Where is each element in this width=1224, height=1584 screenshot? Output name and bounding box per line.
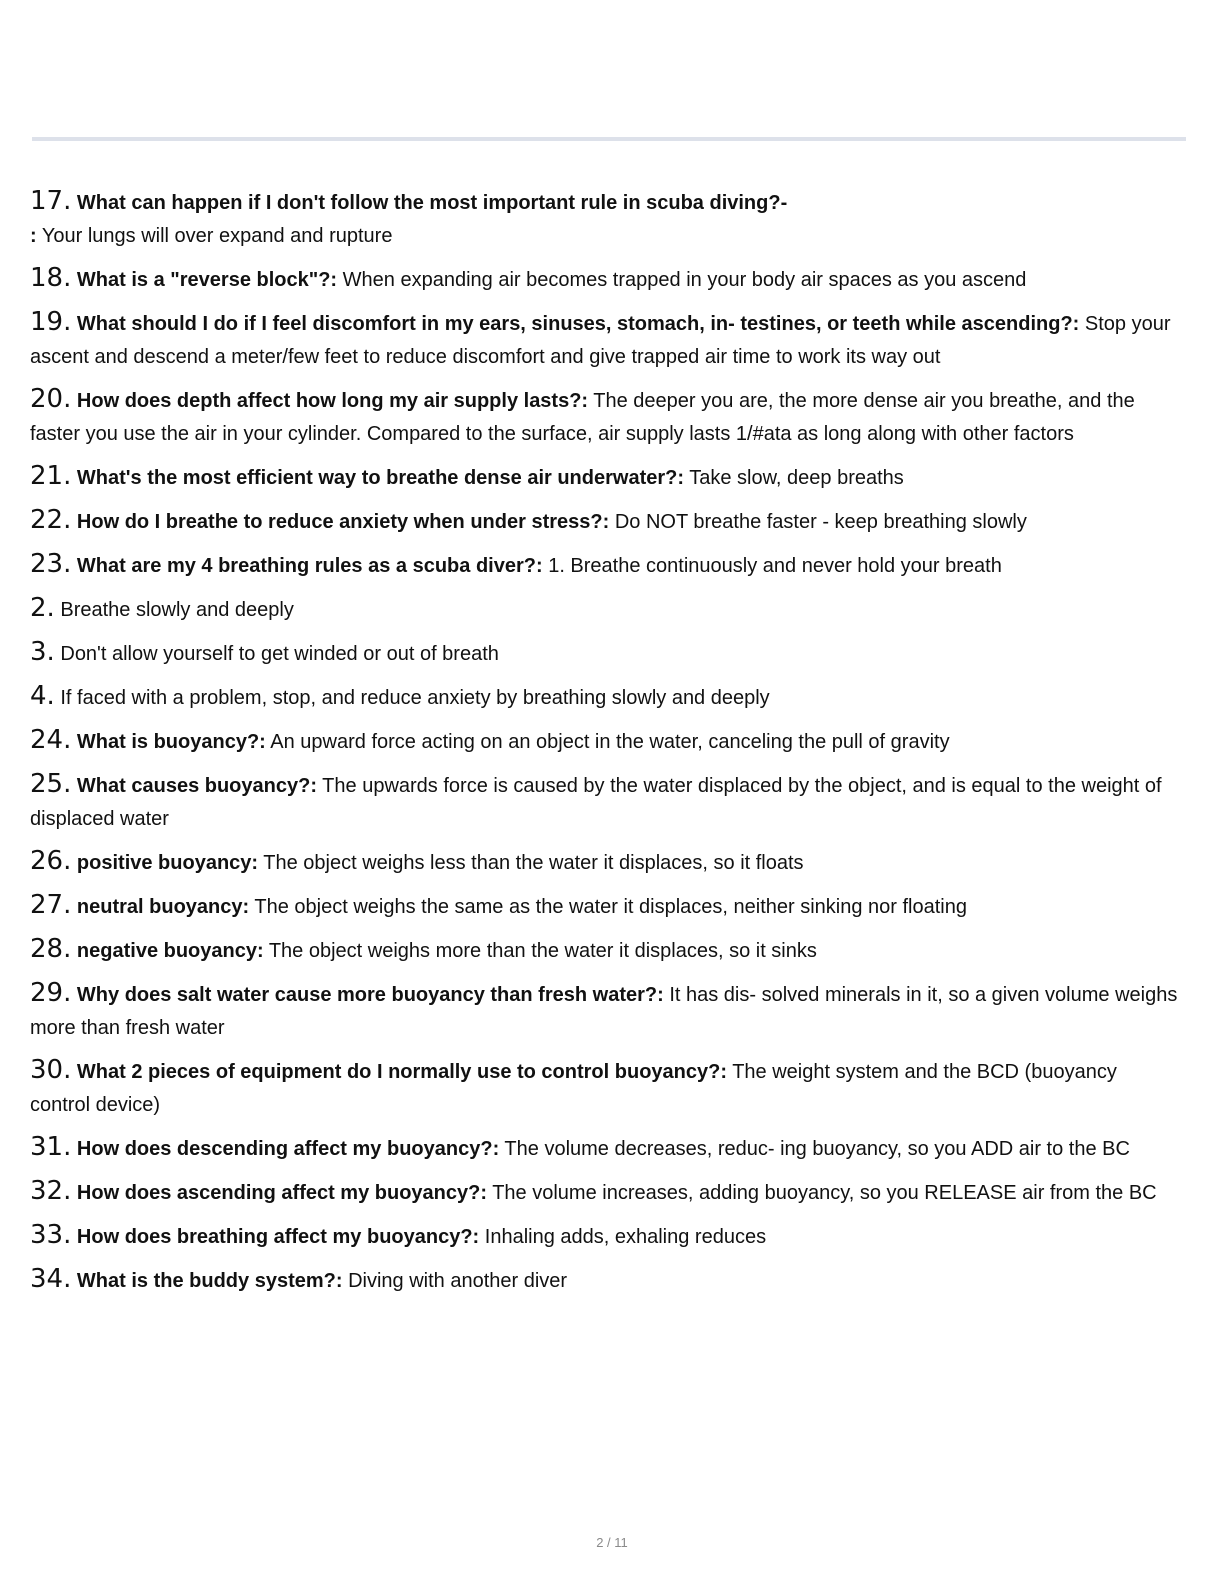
item-number: 30. xyxy=(30,1055,72,1085)
flashcard-list xyxy=(30,185,1180,1307)
item-number: 24. xyxy=(30,725,72,755)
list-item xyxy=(30,845,1180,880)
list-item xyxy=(30,460,1180,495)
question-text: How does ascending affect my buoyancy?: xyxy=(76,1182,488,1204)
answer-text: The object weighs more than the water it displaces, so it sinks xyxy=(263,940,817,962)
question-text: What are my 4 breathing rules as a scuba diver?: xyxy=(76,555,543,577)
list-item xyxy=(30,889,1180,924)
answer-text: Do NOT breathe faster - keep breathing slowly xyxy=(609,511,1027,533)
list-item xyxy=(30,1263,1180,1298)
item-number: 19. xyxy=(30,307,72,337)
question-text: What 2 pieces of equipment do I normally use to control buoyancy?: xyxy=(76,1061,727,1083)
answer-text: When expanding air becomes trapped in your body air spaces as you ascend xyxy=(337,269,1027,291)
item-number: 23. xyxy=(30,549,72,579)
item-number: 4. xyxy=(30,681,55,711)
question-text: positive buoyancy: xyxy=(76,852,259,874)
list-item xyxy=(30,548,1180,583)
question-text: What is a "reverse block"?: xyxy=(76,269,338,291)
question-text: How does depth affect how long my air supply lasts?: xyxy=(76,390,589,412)
question-text: What should I do if I feel discomfort in my ears, sinuses, stomach, in- testines, or teeth while ascending?: xyxy=(76,313,1080,335)
list-item xyxy=(30,504,1180,539)
item-number: 17. xyxy=(30,186,72,216)
item-number: 22. xyxy=(30,505,72,535)
list-item xyxy=(30,383,1180,451)
list-item xyxy=(30,977,1180,1045)
answer-text: Take slow, deep breaths xyxy=(684,467,904,489)
answer-text: Diving with another diver xyxy=(342,1270,568,1292)
answer-text: Inhaling adds, exhaling reduces xyxy=(479,1226,767,1248)
list-item xyxy=(30,1131,1180,1166)
answer-text: The deeper you are, the more dense air you breathe, and the faster you use the air in your cylinder. Compared to the surface, air supply lasts 1/#ata as long along with other factors xyxy=(30,390,1135,445)
question-text: How does breathing affect my buoyancy?: xyxy=(76,1226,480,1248)
list-item xyxy=(30,1175,1180,1210)
answer-text: Breathe slowly and deeply xyxy=(54,599,294,621)
item-number: 21. xyxy=(30,461,72,491)
item-number: 31. xyxy=(30,1132,72,1162)
answer-text: 1. Breathe continuously and never hold your breath xyxy=(542,555,1002,577)
list-item xyxy=(30,1219,1180,1254)
answer-text: The upwards force is caused by the water displaced by the object, and is equal to the weight of displaced water xyxy=(30,775,1162,830)
list-item xyxy=(30,1054,1180,1122)
item-number: 28. xyxy=(30,934,72,964)
item-number: 33. xyxy=(30,1220,72,1250)
answer-text: The weight system and the BCD (buoyancy control device) xyxy=(30,1061,1117,1116)
answer-text: The volume decreases, reduc- ing buoyancy, so you ADD air to the BC xyxy=(499,1138,1130,1160)
list-item xyxy=(30,306,1180,374)
item-number: 2. xyxy=(30,593,55,623)
item-number: 3. xyxy=(30,637,55,667)
answer-text: It has dis- solved minerals in it, so a given volume weighs more than fresh water xyxy=(30,984,1178,1039)
item-number: 26. xyxy=(30,846,72,876)
question-text: negative buoyancy: xyxy=(76,940,264,962)
item-number: 25. xyxy=(30,769,72,799)
question-text: What is buoyancy?: xyxy=(76,731,266,753)
item-number: 34. xyxy=(30,1264,72,1294)
item-number: 32. xyxy=(30,1176,72,1206)
answer-text: An upward force acting on an object in the water, canceling the pull of gravity xyxy=(265,731,950,753)
answer-text: Stop your ascent and descend a meter/few feet to reduce discomfort and give trapped air time to work its way out xyxy=(30,313,1171,368)
answer-text: Your lungs will over expand and rupture xyxy=(36,225,393,247)
item-number: 18. xyxy=(30,263,72,293)
item-number: 20. xyxy=(30,384,72,414)
list-item xyxy=(30,768,1180,836)
question-text: How does descending affect my buoyancy?: xyxy=(76,1138,500,1160)
list-item xyxy=(30,724,1180,759)
list-item xyxy=(30,933,1180,968)
list-item xyxy=(30,185,1180,253)
question-text: How do I breathe to reduce anxiety when under stress?: xyxy=(76,511,610,533)
list-item xyxy=(30,636,1180,671)
list-item xyxy=(30,680,1180,715)
answer-text: If faced with a problem, stop, and reduce anxiety by breathing slowly and deeply xyxy=(54,687,770,709)
question-text: What can happen if I don't follow the most important rule in scuba diving?- xyxy=(76,192,788,214)
answer-text: Don't allow yourself to get winded or out of breath xyxy=(54,643,499,665)
question-text: : xyxy=(30,225,37,247)
page-number: 2 / 11 xyxy=(596,1535,628,1550)
answer-text: The object weighs the same as the water it displaces, neither sinking nor floating xyxy=(249,896,967,918)
list-item xyxy=(30,592,1180,627)
answer-text: The volume increases, adding buoyancy, so you RELEASE air from the BC xyxy=(487,1182,1157,1204)
list-item xyxy=(30,262,1180,297)
answer-text: The object weighs less than the water it displaces, so it floats xyxy=(258,852,804,874)
question-text: neutral buoyancy: xyxy=(76,896,250,918)
question-text: What causes buoyancy?: xyxy=(76,775,317,797)
item-number: 27. xyxy=(30,890,72,920)
header-divider xyxy=(32,137,1186,141)
question-text: What is the buddy system?: xyxy=(76,1270,343,1292)
question-text: Why does salt water cause more buoyancy than fresh water?: xyxy=(76,984,664,1006)
question-text: What's the most efficient way to breathe dense air underwater?: xyxy=(76,467,685,489)
item-number: 29. xyxy=(30,978,72,1008)
